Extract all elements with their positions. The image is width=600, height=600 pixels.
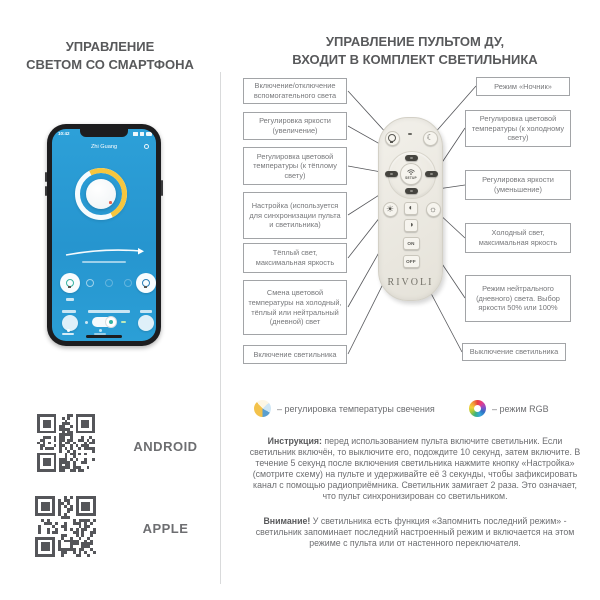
callout-temp-warm (243, 147, 347, 185)
temp-cold-button[interactable] (425, 171, 438, 177)
column-divider (220, 72, 221, 584)
lamp-mode-button[interactable] (136, 273, 156, 293)
brand-logo: RIVOLI (387, 277, 434, 288)
dial-indicator-dot (109, 201, 112, 204)
power-toggle-button[interactable] (60, 273, 80, 293)
left-title-line1: УПРАВЛЕНИЕ (65, 39, 155, 54)
volume-down-button (45, 186, 47, 196)
callout-text: Включение светильника (253, 349, 337, 359)
callout-text: Холодный свет, максимальная яркость (478, 228, 558, 247)
moon-icon: ☾ (426, 133, 434, 142)
dial-knob[interactable] (86, 179, 116, 209)
divider-dash (66, 298, 74, 301)
toggle-knob (105, 316, 117, 328)
callout-text: Смена цветовой температуры на холодный, тёплый или нейтральный (дневной) свет (248, 288, 342, 327)
sun-filled-icon: ☀ (385, 203, 395, 214)
callout-cold-max (465, 223, 571, 253)
neutral-mode-button[interactable] (404, 219, 418, 232)
signal-icon (133, 132, 138, 136)
callout-text: Регулировка цветовой температуры (к холодному свету) (471, 114, 565, 143)
mode-toggle[interactable] (92, 317, 116, 327)
toggle-check (121, 321, 126, 323)
callout-text: Режим «Ночник» (494, 81, 552, 91)
label-bar-2 (88, 310, 130, 313)
callout-light-on (243, 345, 347, 364)
volume-up-button (45, 172, 47, 182)
temp-warm-button[interactable] (385, 171, 398, 177)
off-label: OFF (406, 258, 416, 264)
brightness-up-button[interactable] (405, 155, 418, 161)
legend-temperature (254, 400, 435, 417)
setup-button[interactable] (400, 163, 422, 185)
apple-label: APPLE (142, 521, 189, 536)
qr-code-android (37, 414, 95, 472)
temp-change-button[interactable] (404, 202, 418, 215)
brightness-down-button[interactable] (405, 188, 418, 194)
mode-icon-2[interactable] (105, 279, 113, 287)
callout-temp-change (243, 280, 347, 335)
label-bar-1 (62, 310, 76, 313)
off-button[interactable] (403, 255, 420, 268)
remote-control (378, 117, 443, 301)
callout-brightness-down (465, 170, 571, 200)
app-title: Zhi Guang (90, 144, 118, 150)
callout-text: Регулировка яркости (уменьшение) (482, 175, 554, 194)
nav-item-devices[interactable] (62, 329, 74, 335)
status-time: 10:42 (58, 131, 70, 136)
power-button (161, 180, 163, 196)
rgb-color-icon (469, 400, 486, 417)
callout-aux-light-toggle (243, 78, 347, 104)
mode-icon-3[interactable] (124, 279, 132, 287)
callout-text: Регулировка яркости (увеличение) (259, 116, 331, 135)
mode-icon-1[interactable] (86, 279, 94, 287)
right-title-line2: ВХОДИТ В КОМПЛЕКТ СВЕТИЛЬНИКА (292, 51, 538, 67)
temperature-color-icon (254, 400, 271, 417)
scene-button-right[interactable] (138, 315, 154, 331)
callout-brightness-up (243, 112, 347, 140)
callout-light-off (462, 343, 566, 361)
phone-notch (80, 129, 128, 137)
instruction-text: перед использованием пульта включите светильник. Если светильник включён, то выключите его, подождите 10 секунд, затем включите. В течение 5 секунд после включения светильника нажмите кнопку «Настройка» (смотрите схему) на пульте и удерживайте её 3 секунды, чтобы зафиксировать канал с помощью радиоприёмника. Светильник замигает 2 раза. Это означает, что пульт синхронизирован со светильником. (249, 436, 581, 501)
settings-gear-icon[interactable] (144, 144, 149, 149)
warm-max-button[interactable] (383, 202, 398, 217)
on-button[interactable] (403, 237, 420, 250)
attention-label: Внимание! (263, 516, 311, 526)
instruction-label: Инструкция: (267, 436, 322, 446)
cold-max-button[interactable] (426, 202, 441, 217)
legend-temperature-text: – регулировка температуры свечения (277, 403, 435, 414)
callout-text: Настройка (используется для синхронизации пульта и светильника) (249, 201, 341, 230)
attention-paragraph (246, 516, 584, 549)
neutral-mode-icon: ◑ (408, 220, 414, 229)
bulb-icon (142, 279, 150, 287)
nav-item-scenes[interactable] (94, 329, 106, 335)
callout-neutral-mode (465, 275, 571, 322)
callout-warm-max (243, 243, 347, 273)
callout-setup (243, 192, 347, 239)
temperature-slider[interactable] (64, 247, 146, 259)
smartphone-mockup (47, 124, 161, 346)
left-title-line2: СВЕТОМ СО СМАРТФОНА (26, 56, 194, 72)
aux-light-button[interactable] (385, 131, 400, 146)
sun-outline-icon: ☼ (428, 203, 438, 214)
bulb-icon (388, 134, 396, 142)
legend-rgb-text: – режим RGB (492, 403, 549, 414)
wifi-status-icon (140, 132, 144, 136)
android-label: ANDROID (133, 439, 198, 454)
callout-text: Выключение светильника (469, 347, 559, 357)
setup-label: SETUP (405, 175, 417, 180)
label-bar-3 (140, 310, 152, 313)
callout-temp-cold (465, 110, 571, 147)
bulb-on-icon (66, 279, 74, 287)
night-mode-button[interactable] (423, 131, 438, 146)
app-screen (52, 129, 156, 341)
callout-text: Регулировка цветовой температуры (к тёплому свету) (253, 151, 337, 180)
battery-icon (146, 132, 152, 136)
attention-text: У светильника есть функция «Запомнить последний режим» - светильник запоминает последний настроенный режим и включается на этом режиме с пульта или от настенного переключателя. (255, 516, 575, 548)
qr-code-apple (35, 496, 96, 557)
toggle-dot (85, 321, 88, 324)
callout-night-mode (476, 77, 570, 96)
temp-change-icon: ◐ (408, 203, 414, 212)
left-section-title (10, 38, 210, 73)
callout-text: Режим нейтрального (дневного) света. Выбор яркости 50% или 100% (476, 284, 560, 313)
wifi-icon (406, 168, 416, 175)
callout-text: Тёплый свет, максимальная яркость (255, 248, 335, 267)
on-label: ON (407, 240, 415, 246)
legend-rgb (469, 400, 549, 417)
right-title-line1: УПРАВЛЕНИЕ ПУЛЬТОМ ДУ, (325, 34, 505, 49)
ir-led-dot (408, 133, 412, 135)
instruction-paragraph (246, 436, 584, 501)
slider-caption (82, 261, 126, 263)
right-section-title (240, 33, 590, 68)
home-indicator (86, 335, 122, 339)
callout-text: Включение/отключение вспомогательного света (253, 81, 337, 100)
